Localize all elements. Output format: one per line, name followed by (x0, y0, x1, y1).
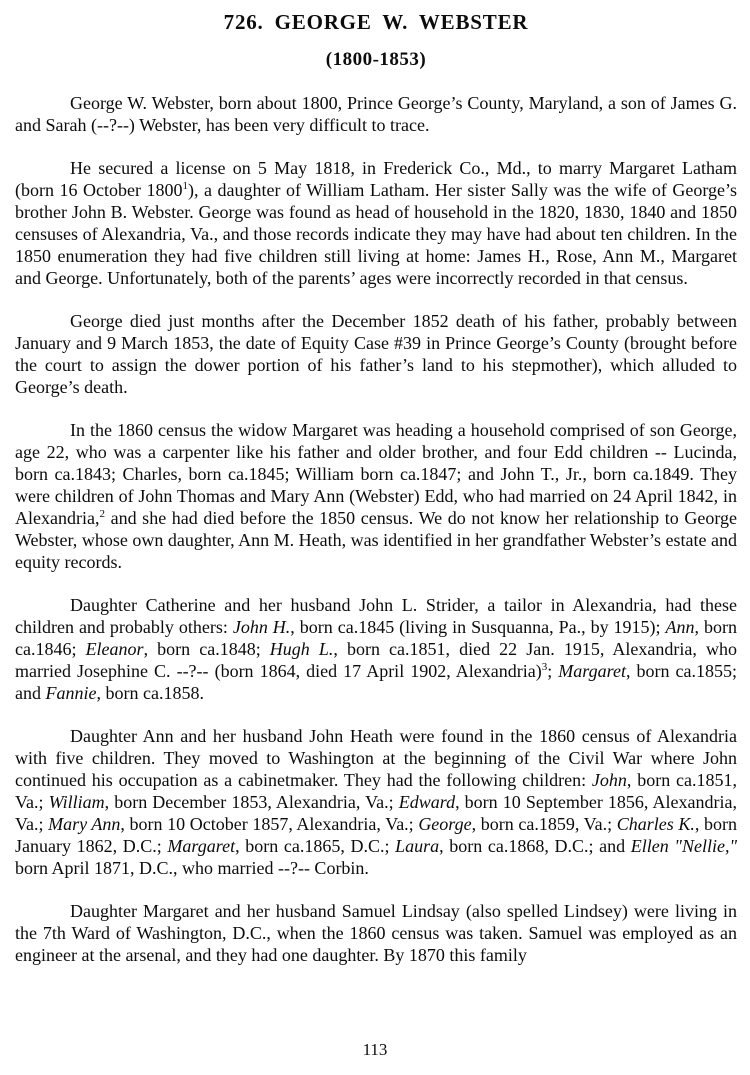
text-run: , born ca.1848; (143, 639, 270, 659)
footnote-reference: 1 (182, 180, 188, 192)
text-run: , born 10 October 1857, Alexandria, Va.; (120, 814, 419, 834)
footnote-reference: 2 (99, 508, 105, 520)
text-run: Daughter Ann and her husband John Heath were found in the 1860 census of Alexandria with five children. They moved to Washington at the beginning of the Civil War where John continued his occupation as a cabinetmaker. They had the following children: (15, 726, 737, 790)
page-number: 113 (362, 1040, 388, 1059)
text-run: , born ca.1851, Va.; (15, 770, 737, 812)
paragraph (15, 725, 737, 879)
text-run: George died just months after the December 1852 death of his father, probably between January and 9 March 1853, the date of Equity Case #39 in Prince George’s County (brought before the court to assign the dower portion of his father’s land to his stepmother), which alluded to George’s death. (15, 311, 737, 397)
text-run: , born ca.1865, D.C.; (235, 836, 396, 856)
text-run: George W. Webster, born about 1800, Prince George’s County, Maryland, a son of James G. and Sarah (--?--) Webster, has been very difficult to trace. (15, 93, 737, 135)
italic-name: Eleanor (85, 639, 144, 659)
italic-name: Charles K. (616, 814, 695, 834)
italic-name: Edward (398, 792, 456, 812)
text-run: , born ca.1845 (living in Susquanna, Pa., by 1915); (290, 617, 666, 637)
paragraph (15, 900, 737, 966)
text-run: , born ca.1868, D.C.; and (439, 836, 631, 856)
italic-name: Ellen "Nellie," (630, 836, 738, 856)
italic-name: Hugh L. (269, 639, 334, 659)
page-title: 726. GEORGE W. WEBSTER (223, 10, 529, 34)
paragraph (15, 594, 737, 704)
italic-name: John H. (232, 617, 291, 637)
text-run: born April 1871, D.C., who married --?-- Corbin. (15, 858, 369, 878)
text-run: , born ca.1846; (15, 617, 737, 659)
italic-name: Margaret (558, 661, 626, 681)
italic-name: George (418, 814, 472, 834)
text-run: , born December 1853, Alexandria, Va.; (104, 792, 399, 812)
text-run: Daughter Catherine and her husband John L. Strider, a tailor in Alexandria, had these children and probably others: (15, 595, 737, 637)
footnote-reference: 3 (541, 661, 548, 673)
paragraph (15, 419, 737, 573)
text-run: , born ca.1851, died 22 Jan. 1915, Alexandria, who married Josephine C. --?-- (born 1864, died 17 April 1902, Alexandria) (15, 639, 737, 681)
text-run: ), a daughter of William Latham. Her sister Sally was the wife of George’s brother John B. Webster. George was found as head of household in the 1820, 1830, 1840 and 1850 censuses of Alexandria, Va., and those records indicate they may have had about ten children. In the 1850 enumeration they had five children still living at home: James H., Rose, Ann M., Margaret and George. Unfortunately, both of the parents’ ages were incorrectly recorded in that census. (15, 180, 737, 288)
text-run: ; (547, 661, 559, 681)
italic-name: Fannie (45, 683, 97, 703)
text-run: In the 1860 census the widow Margaret was heading a household comprised of son George, age 22, who was a carpenter like his father and older brother, and four Edd children -- Lucinda, born ca.1843; Charles, born ca.1845; William born ca.1847; and John T., Jr., born ca.1849. They were children of John Thomas and Mary Ann (Webster) Edd, who had married on 24 April 1842, in Alexandria, (15, 420, 737, 528)
text-run: , born ca.1855; and (15, 661, 737, 703)
text-run: , born ca.1859, Va.; (471, 814, 617, 834)
italic-name: Ann (665, 617, 695, 637)
text-run: , born January 1862, D.C.; (15, 814, 737, 856)
text-run: and she had died before the 1850 census. We do not know her relationship to George Webster, whose own daughter, Ann M. Heath, was identified in her grandfather Webster’s estate and equity records. (15, 508, 737, 572)
paragraph (15, 157, 737, 289)
italic-name: Margaret (167, 836, 236, 856)
paragraph (15, 92, 737, 136)
italic-name: Mary Ann (48, 814, 121, 834)
text-run: , born ca.1858. (96, 683, 204, 703)
page-body (15, 92, 737, 966)
text-run: , born 10 September 1856, Alexandria, Va.; (15, 792, 737, 834)
paragraph (15, 310, 737, 398)
text-run: He secured a license on 5 May 1818, in Frederick Co., Md., to marry Margaret Latham (born 16 October 1800 (15, 158, 737, 200)
text-run: Daughter Margaret and her husband Samuel Lindsay (also spelled Lindsey) were living in the 7th Ward of Washington, D.C., when the 1860 census was taken. Samuel was employed as an engineer at the arsenal, and they had one daughter. By 1870 this family (15, 901, 737, 965)
italic-name: Laura (395, 836, 440, 856)
italic-name: William (48, 792, 105, 812)
page-subtitle: (1800-1853) (325, 49, 427, 70)
italic-name: John (591, 770, 627, 790)
